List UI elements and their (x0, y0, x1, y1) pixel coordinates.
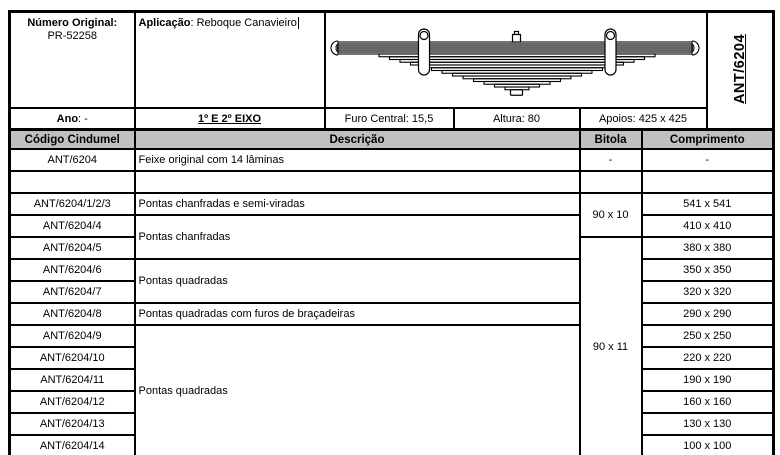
numero-original-label: Número Original: (27, 17, 118, 29)
code-cell: ANT/6204/11 (10, 369, 135, 391)
table-row (10, 149, 774, 171)
comp-cell: 250 x 250 (642, 325, 774, 347)
table-row (10, 303, 774, 325)
desc-cell: Pontas quadradas com furos de braçadeiras (135, 303, 580, 325)
comp-cell: 320 x 320 (642, 281, 774, 303)
diagram-cell (325, 12, 707, 109)
comp-cell: 541 x 541 (642, 193, 774, 215)
code-cell: ANT/6204/13 (10, 413, 135, 435)
desc-cell: Pontas chanfradas (135, 215, 580, 259)
code-cell (10, 171, 135, 193)
eye-left (331, 41, 338, 55)
apoios-cell: Apoios: 425 x 425 (580, 108, 707, 130)
table-row (10, 325, 774, 347)
bitola-cell: 90 x 11 (580, 237, 642, 455)
col-header-comprimento: Comprimento (642, 130, 774, 150)
part-code-vertical: ANT/6204 (731, 33, 748, 105)
leaf-stack (338, 42, 692, 54)
bitola-cell: 90 x 10 (580, 193, 642, 237)
comp-cell: 410 x 410 (642, 215, 774, 237)
numero-original-cell (10, 12, 135, 109)
table-row (10, 259, 774, 281)
desc-cell: Feixe original com 14 lâminas (135, 149, 580, 171)
desc-cell (135, 171, 580, 193)
comp-cell: - (642, 149, 774, 171)
code-cell: ANT/6204/4 (10, 215, 135, 237)
comp-cell: 190 x 190 (642, 369, 774, 391)
table-row-empty (10, 171, 774, 193)
comp-cell: 380 x 380 (642, 237, 774, 259)
clamp-left (418, 29, 429, 75)
aplicacao-label: Aplicação (138, 17, 191, 29)
comp-cell: 160 x 160 (642, 391, 774, 413)
table-row (10, 193, 774, 215)
aplicacao-cell (135, 12, 325, 109)
code-cell: ANT/6204/6 (10, 259, 135, 281)
ano-label: Ano (56, 112, 79, 125)
comp-cell (642, 171, 774, 193)
code-cell: ANT/6204/5 (10, 237, 135, 259)
altura-cell: Altura: 80 (454, 108, 580, 130)
part-code-cell (707, 12, 774, 130)
aplicacao-value[interactable]: : Reboque Canavieiro (190, 17, 297, 29)
code-cell: ANT/6204/9 (10, 325, 135, 347)
code-cell: ANT/6204/1/2/3 (10, 193, 135, 215)
col-header-bitola: Bitola (580, 130, 642, 150)
bitola-cell (580, 171, 642, 193)
code-cell: ANT/6204/14 (10, 435, 135, 455)
comp-cell: 220 x 220 (642, 347, 774, 369)
comp-cell: 100 x 100 (642, 435, 774, 455)
code-cell: ANT/6204/12 (10, 391, 135, 413)
clamp-right (605, 29, 616, 75)
col-header-descricao: Descrição (135, 130, 580, 150)
code-cell: ANT/6204 (10, 149, 135, 171)
parts-table (8, 128, 775, 455)
bitola-cell: - (580, 149, 642, 171)
numero-original-value: PR-52258 (47, 30, 98, 42)
desc-cell: Pontas quadradas (135, 259, 580, 303)
leaf-spring-diagram (326, 13, 704, 104)
comp-cell: 350 x 350 (642, 259, 774, 281)
table-row (10, 215, 774, 237)
ano-value: : - (78, 112, 88, 125)
desc-cell: Pontas chanfradas e semi-viradas (135, 193, 580, 215)
furo-central-cell: Furo Central: 15,5 (325, 108, 454, 130)
comp-cell: 290 x 290 (642, 303, 774, 325)
header-section (8, 10, 775, 131)
code-cell: ANT/6204/10 (10, 347, 135, 369)
comp-cell: 130 x 130 (642, 413, 774, 435)
header-row-top (10, 12, 774, 109)
column-header-row (10, 130, 774, 150)
eye-right (692, 41, 699, 55)
header-row-specs (10, 108, 774, 130)
text-cursor (298, 17, 299, 29)
bottom-nut (510, 90, 522, 96)
code-cell: ANT/6204/8 (10, 303, 135, 325)
desc-cell: Pontas quadradas (135, 325, 580, 455)
center-bolt (512, 32, 520, 43)
eixo-cell: 1º E 2º EIXO (135, 108, 325, 130)
col-header-codigo: Código Cindumel (10, 130, 135, 150)
code-cell: ANT/6204/7 (10, 281, 135, 303)
ano-cell (10, 108, 135, 130)
